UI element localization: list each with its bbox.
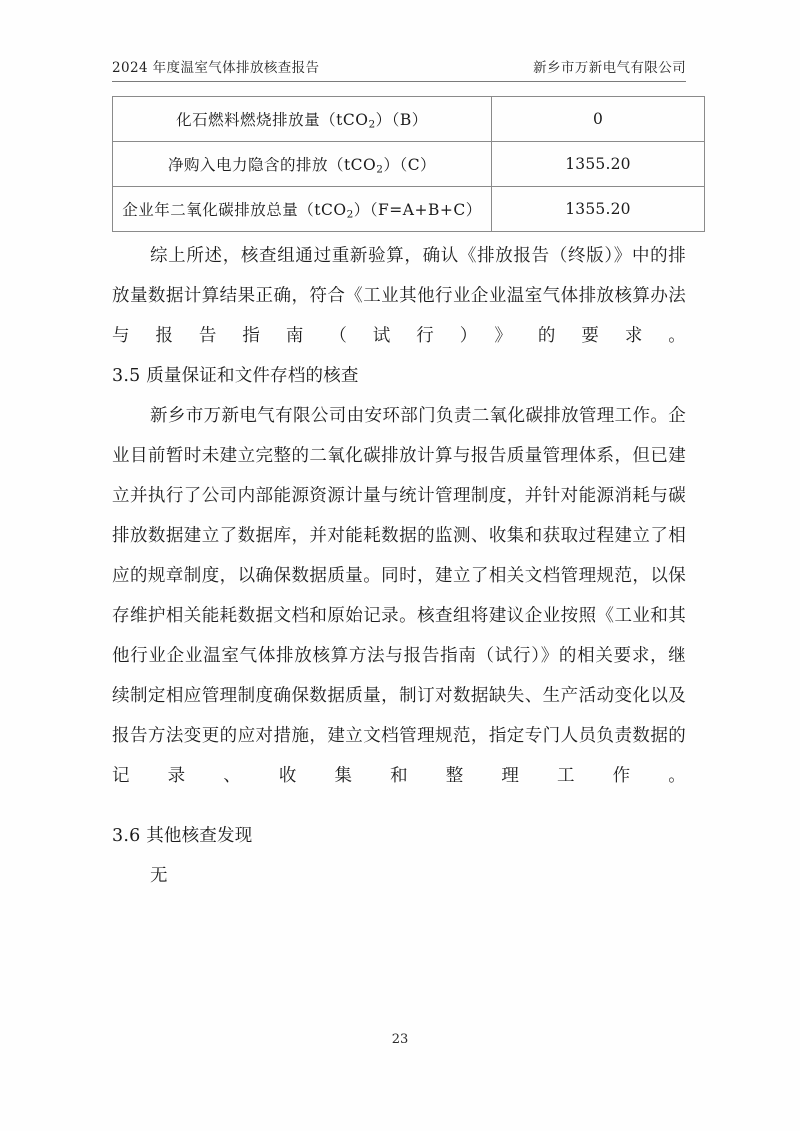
label-suffix: ）（B）	[375, 110, 428, 129]
emission-summary-table	[112, 96, 705, 232]
section-3-6-heading: 3.6 其他核查发现	[112, 826, 253, 846]
header-report-title: 2024 年度温室气体排放核查报告	[112, 60, 320, 76]
section-3-5-heading: 3.5 质量保证和文件存档的核查	[112, 366, 359, 386]
table-cell-value: 0	[492, 97, 705, 142]
document-running-header	[112, 56, 686, 82]
label-subscript: 2	[346, 208, 354, 221]
table-row	[113, 142, 705, 187]
label-prefix: 企业年二氧化碳排放总量（tCO	[122, 200, 347, 219]
label-suffix: ）（C）	[383, 155, 437, 174]
table-cell-label	[113, 142, 492, 187]
table-row	[113, 187, 705, 232]
table-row	[113, 97, 705, 142]
summary-paragraph: 综上所述，核查组通过重新验算，确认《排放报告（终版）》中的排放量数据计算结果正确，符合《工业其他行业企业温室气体排放核算办法与报告指南（试行）》的要求。	[112, 246, 686, 346]
section-3-6-block	[112, 816, 686, 896]
section-3-6-paragraph: 无	[150, 866, 168, 886]
label-suffix: ）（F=A+B+C）	[353, 200, 482, 219]
label-subscript: 2	[376, 163, 384, 176]
page-number: 23	[391, 1032, 409, 1047]
label-subscript: 2	[368, 118, 376, 131]
label-prefix: 化石燃料燃烧排放量（tCO	[176, 110, 369, 129]
table-cell-value: 1355.20	[492, 142, 705, 187]
section-3-5-block	[112, 356, 686, 796]
header-company-name: 新乡市万新电气有限公司	[533, 60, 686, 76]
label-prefix: 净购入电力隐含的排放（tCO	[167, 155, 377, 174]
summary-paragraph-block	[112, 236, 686, 356]
table-cell-value: 1355.20	[492, 187, 705, 232]
section-3-5-paragraph: 新乡市万新电气有限公司由安环部门负责二氧化碳排放管理工作。企业目前暂时未建立完整的二氧化碳排放计算与报告质量管理体系，但已建立并执行了公司内部能源资源计量与统计管理制度，并针对能源消耗与碳排放数据建立了数据库，并对能耗数据的监测、收集和获取过程建立了相应的规章制度，以确保数据质量。同时，建立了相关文档管理规范，以保存维护相关能耗数据文档和原始记录。核查组将建议企业按照《工业和其他行业企业温室气体排放核算方法与报告指南（试行）》的相关要求，继续制定相应管理制度确保数据质量，制订对数据缺失、生产活动变化以及报告方法变更的应对措施，建立文档管理规范，指定专门人员负责数据的记录、收集和整理工作。	[112, 406, 686, 786]
table-cell-label	[113, 97, 492, 142]
table-body	[113, 97, 705, 232]
table-cell-label	[113, 187, 492, 232]
